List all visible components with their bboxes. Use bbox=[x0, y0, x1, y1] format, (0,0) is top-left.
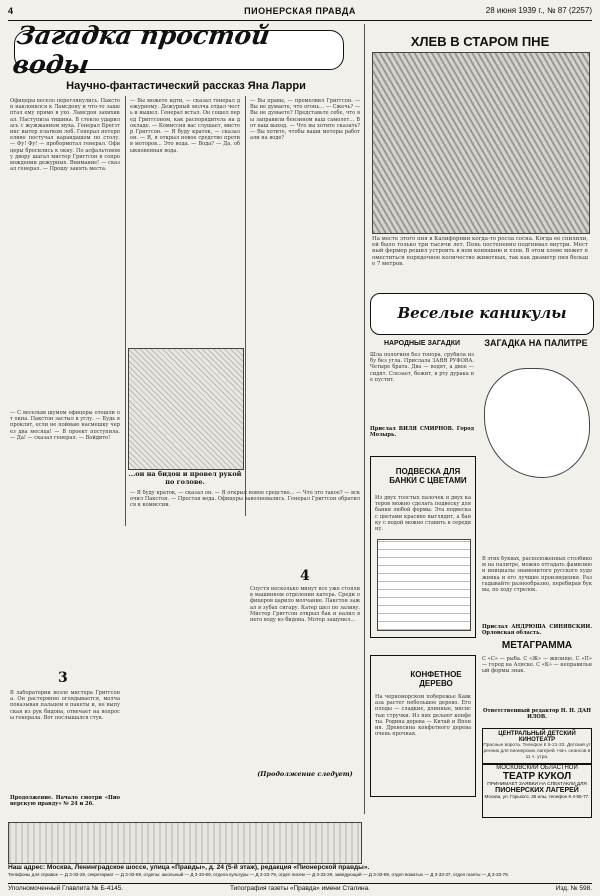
editor-line: Ответственный редактор Н. Н. ДАНИЛОВ. bbox=[483, 708, 591, 721]
theatre-name: ТЕАТР КУКОЛ bbox=[502, 771, 572, 782]
footer-phones: Телефоны для справок — Д 3-33-29, секретариат — Д 3-33-89, отделы: школьный — Д 3-33-69, отдела культуры — Д 3-33-79, отдел писем — Д 3-33-29, заведующий — Д 3-33-89, отдел вожатых — Д 3-33-37, отдел газеты — Д 3-33-79. bbox=[8, 872, 510, 877]
section-number-4: 4 bbox=[300, 568, 310, 584]
theatre-line-2: ПРИНИМАЕТ ЗАЯВКИ НА СПЕКТАКЛИ ДЛЯ bbox=[487, 782, 587, 787]
story-column-2b: — Я буду краток, — сказал он. — Я открыл новое средство... — Что это такое? — вскочил Пакстон. — Простая вода. Офицеры заволновались. Генерал Григгсон обратился к комиссии. bbox=[130, 490, 360, 509]
podveska-diagram bbox=[377, 539, 471, 631]
footer-printer: Типография газеты «Правда» имени Сталина. bbox=[229, 885, 370, 892]
cinema-ad bbox=[482, 728, 592, 764]
cinema-title: ЦЕНТРАЛЬНЫЙ ДЕТСКИЙ КИНОТЕАТР bbox=[498, 731, 576, 743]
footer-imprint bbox=[8, 883, 592, 894]
metagramma-title: МЕТАГРАММА bbox=[501, 640, 573, 651]
metagramma-text: С «С» — рыба. С «Ж» — жилище. С «П» — город на Аляске. С «К» — неправильный формы знак. bbox=[482, 656, 592, 675]
pine-stump-photo bbox=[372, 52, 590, 234]
illustration-caption: ...он на бидон и провел рукой по голове. bbox=[128, 470, 242, 486]
story-subtitle: Научно-фантастический рассказ Яна Ларри bbox=[66, 80, 306, 92]
pine-article-title: ХЛЕВ В СТАРОМ ПНЕ bbox=[410, 34, 550, 49]
page-number: 4 bbox=[8, 6, 14, 16]
summer-banner bbox=[370, 293, 594, 335]
page-header bbox=[8, 6, 592, 21]
summer-banner-text: Веселые каникулы bbox=[397, 304, 567, 322]
issue-date: 28 июня 1939 г., № 87 (2257) bbox=[485, 6, 592, 15]
section-number-3: 3 bbox=[58, 670, 68, 686]
story-column-1b: — С веселым шумом офицеры отошли от окна. Пакстон застыл в углу. — Будь я проклят, если не поймаю насмешку через два месяца! — В проект поступила. — Да! — сказал генерал. — Войдите! bbox=[10, 410, 120, 441]
newspaper-name: ПИОНЕРСКАЯ ПРАВДА bbox=[244, 6, 356, 16]
footer-edition: Изд. № 598. bbox=[555, 885, 592, 892]
konfety-text: На черноморском побережье Кавказа растет небольшое дерево. Его плоды — сладкие, длинные, мясистые стручки. Из них делают конфеты. Родина дерева — Китай и Япония. Древесина конфетного дерева очень прочная. bbox=[375, 694, 471, 738]
theatre-address: Москва, ул. Горького, 38 илы, телефон К 4-55-77. bbox=[484, 794, 590, 799]
story-column-1: Офицеры весело переглянулись. Пакстон наклонился к Ламсдону и что-то зашептал ему прямо в ухо. Ламсдон захихикал. Наступила тишина. В стекло ударилась с жужжанием муха. Генерал Брегзтинс вытер платком лоб. Генерал нетерпеливо постучал карандашом по столу. — Фу! Фу! — пробормотал генерал. Офицеры бросились к окну. По асфальтовому двору шагал мистер Григгсон в сопровождении дежурных. Внимание! — сказал генерал. — Прошу занять места. bbox=[10, 98, 120, 173]
palette-illustration bbox=[484, 368, 590, 478]
theatre-line-1: МОСКОВСКИЙ ОБЛАСТНОЙ bbox=[496, 765, 578, 771]
story-continuation-note: Продолжение. Начало смотри «Пионерскую правду» № 24 и 26. bbox=[10, 795, 120, 808]
ship-illustration bbox=[8, 822, 362, 864]
story-title: Загадка простой воды bbox=[10, 21, 272, 79]
riddles-text: Шла пологиня без топора, срубила избу без угла. Прислала ЗАЯЯ РУФОВА. Четыре брата. Два — водят, а двое — сидят. Слезает, бежит, в рту дурака не пустит. bbox=[370, 352, 474, 383]
podveska-box bbox=[370, 456, 476, 638]
riddles-author: Прислал ВИЛЯ СМИРНОВ. Город Мозырь. bbox=[370, 426, 474, 439]
story-illustration bbox=[128, 348, 244, 470]
story-column-2: — Вы можете идти, — сказал генерал дежурному. Дежурный молча отдал честь и вышел. Генерал встал. Он сошел перед Григгсоном, как распорядитель на докладе. — Комиссия вас слушает, мистер Григгсон. — Я буду краток, — сказал он. — Я, я открыл новое средство против моторов... Это вода. — Вода? — Да, обыкновенная вода. bbox=[130, 98, 240, 154]
podveska-title: ПОДВЕСКА ДЛЯ БАНКИ С ЦВЕТАМИ bbox=[389, 467, 467, 485]
konfety-box bbox=[370, 655, 476, 797]
footer-address: Наш адрес: Москва, Ленинградское шоссе, улица «Правды», д. 24 (5-й этаж), редакция «Пионерской правды». bbox=[8, 864, 370, 871]
to-be-continued: (Продолжение следует) bbox=[257, 770, 353, 778]
cinema-text: Прасные ворота. Телефон К 5-21-33. Детский утренник для пионерских лагерей. Нач. сеансов в 11 ч. утра. bbox=[483, 743, 591, 761]
palette-riddle-author: Прислал АНДРЮША СИНЯВСКИЙ. Орловская область. bbox=[482, 624, 592, 637]
footer-censor: Уполномоченный Главлита № Б-4145. bbox=[8, 885, 124, 892]
column-rule bbox=[125, 96, 126, 526]
story-column-3: — Вы правы, — промолвил Григгсон. — Вы не думаете, что огонь... — Сжечь? — Вы не думаете? Представьте себе, что вы заправили бензином ваш самолет... Вот ваш выход. — Что вы хотите сказать? — Вы хотите, чтобы ваши моторы работали на воде? bbox=[250, 98, 360, 142]
column-rule bbox=[245, 96, 246, 516]
column-rule bbox=[364, 24, 365, 814]
pine-article-text: На месте этого пня в Калифорнии когда-то росла сосна. Когда ее спилили, ей было только три тысячи лет. Пень постепенно подгнивал внутри. Местный фермер решил устроить в нем конюшню и хлев. В этом хлеве может поместиться порядочное количество животных, так как диаметр пня больше 7 метров. bbox=[372, 236, 588, 267]
puppet-theatre-ad bbox=[482, 764, 592, 818]
konfety-title: КОНФЕТНОЕ ДЕРЕВО bbox=[410, 670, 462, 688]
palette-riddle-text: В этих буквах, расположенных столбиком на палитре, можно отгадать фамилию и инициалы знаменитого русского художника и его лучшие произведения. Разгадывайте разнообразно, перебирая буквы, по ходу стрелок. bbox=[482, 556, 592, 594]
podveska-text: Из двух толстых палочек и двух катеров можно сделать подвеску для банки любой формы. Эта подвеска с цветами красиво выглядит, а банку с водой можно ставить в середину. bbox=[375, 495, 471, 533]
story-title-banner bbox=[10, 21, 344, 79]
theatre-line-3: ПИОНЕРСКИХ ЛАГЕРЕЙ bbox=[495, 787, 579, 794]
riddles-title: НАРОДНЫЕ ЗАГАДКИ bbox=[383, 340, 461, 347]
story-column-3b: Спустя несколько минут все уже стояли в машинном отделении катера. Среди офицеров царило молчание. Пакстон зажал в зубах сигару. Катер шел по заливу. Мистер Григгсон открыл бак и налил в него воду из бидона. Мотор зашумел... bbox=[250, 586, 360, 624]
story-column-1c: В лаборатории возле мистера Григгсона. Он растерянно оглядывается, молча показывая пальцем в пакеты и, не выпуская из рук бидона, отвечает на вопросы генерала. Вот послышался стук. bbox=[10, 690, 120, 721]
palette-riddle-title: ЗАГАДКА НА ПАЛИТРЕ bbox=[484, 338, 588, 348]
